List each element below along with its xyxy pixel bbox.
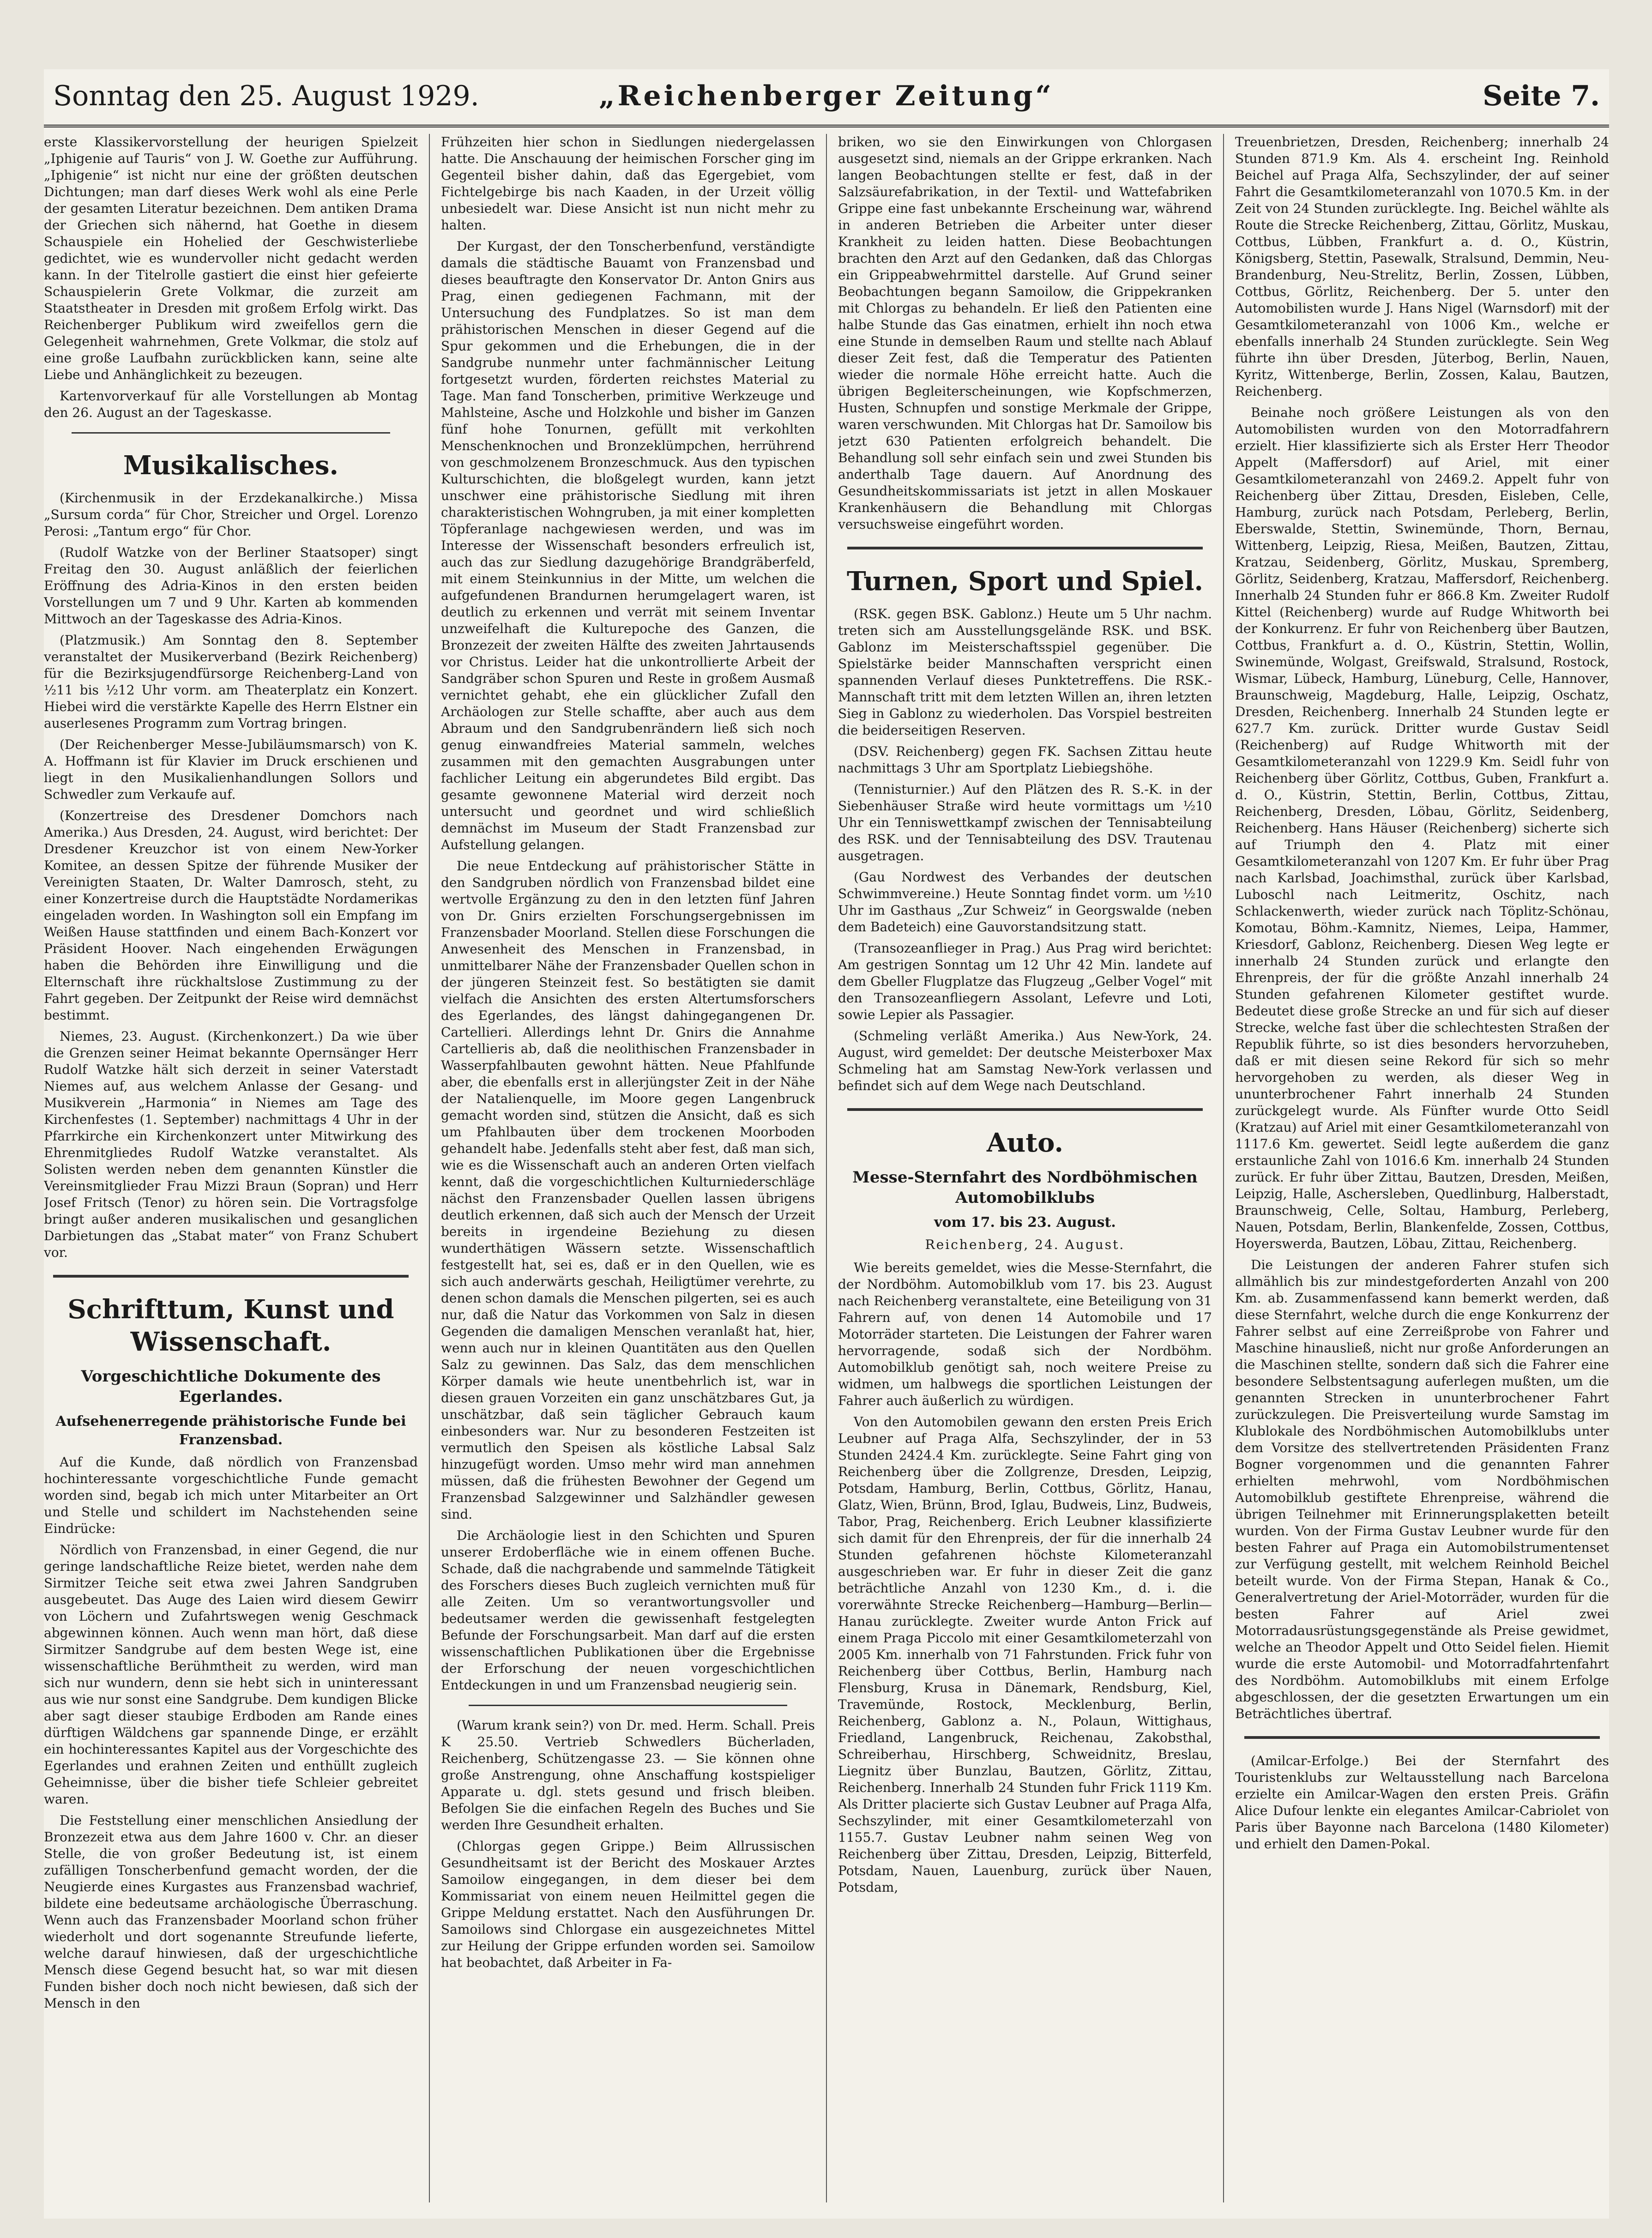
article-subheadline: vom 17. bis 23. August. <box>934 1214 1116 1231</box>
article-paragraph: Die Leistungen der anderen Fahrer stufen sich allmählich bis zur mindestgeforderten Anzahl von 200 Km. ab. Zusammenfassend kann bemerkt werden, daß diese Sternfahrt, welche durch die enge Konkurrenz der Fahrer selbst auf eine Zerreißprobe von Fahrer und Maschine hinausließ, nicht nur große Anforderungen an die Maschinen stellte, sondern daß sich die Fahrer eine besondere Selbstentsagung auferlegen mußten, um die genannten Strecken in ununterbrochener Fahrt zurückzulegen. Die Preisverteilung wurde Samstag im Klublokale des Nordböhmischen Automobilklubs unter dem Vorsitze des stellvertretenden Präsidenten Franz Bogner vorgenommen und die genannten Fahrer erhielten mehrwohl, vom Nordböhmischen Automobilklub gestiftete Ehrenpreise, während die übrigen Teilnehmer mit Erinnerungsplaketten beteilt wurden. Von der Firma Gustav Leubner wurde für den besten Fahrer auf Praga ein Automobilstrumentenset zur Verfügung gestellt, mit welchem Reinhold Beichel beteilt wurde. Von der Firma Stepan, Hanak & Co., Generalvertretung der Ariel-Motorräder, wurden für die besten Fahrer auf Ariel zwei Motorradausrüstungsgegenstände als Preise gewidmet, welche an Theodor Appelt und Otto Seidel fielen. Hiemit wurde die erste Automobil- und Motorradfahrtenfahrt des Nordböhm. Automobilklubs mit einem Erfolge abgeschlossen, der die gesetzten Erwartungen um ein Beträchtliches übertraf. <box>1235 1257 1609 1721</box>
sport-item: (Transozeanflieger in Prag.) Aus Prag wird berichtet: Am gestrigen Sonntag um 12 Uhr 42 Min. landete auf dem Gbeller Flugplatze das Flugzeug „Gelber Vogel“ mit den Transozeanfliegern Assolant, Lefevre und Loti, sowie Lepier als Passagier. <box>838 941 1212 1022</box>
music-item: (Kirchenmusik in der Erzdekanalkirche.) Missa „Sursum corda“ für Chor, Streicher und Orgel. Lorenzo Perosi: „Tantum ergo“ für Chor. <box>44 490 418 539</box>
article-headline: Vorgeschichtliche Dokumente des Egerlandes. <box>81 1367 381 1406</box>
section-divider <box>847 1108 1203 1111</box>
newspaper-page <box>44 69 1609 2219</box>
column-rule <box>429 134 430 2202</box>
column-3 <box>838 134 1212 2202</box>
article-paragraph: Frühzeiten hier schon in Siedlungen niedergelassen hatte. Die Anschauung der heimischen Forscher ging im Gegenteil bisher dahin, daß das Egergebiet, vom Fichtelgebirge bis nach Kaaden, in der Urzeit völlig unbesiedelt war. Diese Ansicht ist nun nicht mehr zu halten. <box>441 134 815 233</box>
column-2 <box>441 134 815 2202</box>
sport-item: (DSV. Reichenberg) gegen FK. Sachsen Zittau heute nachmittags 3 Uhr am Sportplatz Liebiegshöhe. <box>838 744 1212 776</box>
article-paragraph: erste Klassikervorstellung der heurigen Spielzeit „Iphigenie auf Tauris“ von J. W. Goethe zur Aufführung. „Iphigenie“ ist nicht nur eine der größten deutschen Dichtungen; man darf dieses Werk wohl als eine Perle der gesamten Literatur bezeichnen. Dem antiken Drama der Griechen sich nähernd, hat Goethe in diesem Schauspiele ein Hohelied der Geschwisterliebe gedichtet, wie es wundervoller nicht gedacht werden kann. In der Titelrolle gastiert die einst hier gefeierte Schauspielerin Grete Volkmar, die zurzeit am Staatstheater in Dresden mit großem Erfolg wirkt. Das Reichenberger Publikum wird zweifellos gern die Gelegenheit wahrnehmen, Grete Volkmar, die stolz auf eine große Laufbahn zurückblicken kann, seine alte Liebe und Anhänglichkeit zu bezeugen. <box>44 134 418 382</box>
sport-item: (Tennisturnier.) Auf den Plätzen des R. S.-K. in der Siebenhäuser Straße wird heute vormittags um ½10 Uhr ein Tenniswettkampf zwischen der Tennisabteilung des RSK. und der Tennisabteilung des DSV. Trautenau ausgetragen. <box>838 782 1212 863</box>
issue-date: Sonntag den 25. August 1929. <box>53 80 479 112</box>
book-notice: (Warum krank sein?) von Dr. med. Herm. Schall. Preis K 25.50. Vertrieb Schwedlers Bücherladen, Reichenberg, Schützengasse 23. — Sie können ohne große Anstrengung, ohne Anschaffung kostspieliger Apparate u. dgl. stets gesund und frisch bleiben. Befolgen Sie die einfachen Regeln des Buches und Sie werden Ihre Gesundheit erhalten. <box>441 1718 815 1833</box>
article-subheadline: Aufsehenerregende prähistorische Funde bei Franzensbad. <box>55 1413 406 1448</box>
news-item: (Chlorgas gegen Grippe.) Beim Allrussischen Gesundheitsamt ist der Bericht des Moskauer Arztes Samoilow eingegangen, in dem dieser bei dem Kommissariat von einem neuen Heilmittel gegen die Grippe Meldung erstattet. Nach den Ausführungen Dr. Samoilows sind Chlorgase ein ausgezeichnetes Mittel zur Heilung der Grippe erfunden worden sei. Samoilow hat beobachtet, daß Arbeiter in Fa- <box>441 1839 815 1970</box>
article-paragraph: Die Feststellung einer menschlichen Ansiedlung der Bronzezeit etwa aus dem Jahre 1600 v. Chr. an dieser Stelle, die von großer Bedeutung ist, ist einem zufälligen Tonscherbenfund gemacht worden, der die Neugierde eines Kurgastes aus Franzensbad wachrief, bildete eine bedeutsame archäologische Überraschung. Wenn auch das Franzensbader Moorland schon früher wiederholt und dort sogenannte Streufunde lieferte, welche darauf hinwiesen, daß der urgeschichtliche Mensch diese Gegend besucht hat, so war mit diesen Funden bisher doch noch nicht bewiesen, daß sich der Mensch in den <box>44 1813 418 2011</box>
article-paragraph: Auf die Kunde, daß nördlich von Franzensbad hochinteressante vorgeschichtliche Funde gemacht worden sind, begab ich mich unter Mitarbeiter an Ort und Stelle und schildert im Nachstehenden seine Eindrücke: <box>44 1454 418 1536</box>
column-1 <box>44 134 418 2202</box>
article-paragraph: Von den Automobilen gewann den ersten Preis Erich Leubner auf Praga Alfa, Sechszylinder, der in 53 Stunden 2424.4 Km. zurücklegte. Seine Fahrt ging von Reichenberg über die Zollgrenze, Dresden, Leipzig, Potsdam, Hamburg, Berlin, Cottbus, Görlitz, Hanau, Glatz, Wien, Brünn, Brod, Iglau, Budweis, Linz, Budweis, Tabor, Prag, Reichenberg. Erich Leubner klassifizierte sich damit für den Ehrenpreis, der für die innerhalb 24 Stunden gefahrenen höchste Kilometeranzahl ausgeschrieben war. Er fuhr in dieser Zeit die ganz beträchtliche Anzahl von 1230 Km., d. i. die vorerwähnte Strecke Reichenberg—Hamburg—Berlin—Hanau zurücklegte. Zweiter wurde Anton Frick auf einem Praga Piccolo mit einer Gesamtkilometerzahl von 2005 Km. innerhalb von 71 Fahrstunden. Frick fuhr von Reichenberg über Cottbus, Berlin, Hamburg nach Flensburg, Krusa in Dänemark, Rendsburg, Kiel, Travemünde, Rostock, Mecklenburg, Berlin, Reichenberg, Gablonz a. N., Polaun, Wittighaus, Friedland, Langenbruck, Reichenau, Zakobsthal, Schreiberhau, Hirschberg, Schweidnitz, Breslau, Liegnitz über Bunzlau, Bautzen, Görlitz, Zittau, Reichenberg. Innerhalb 24 Stunden fuhr Frick 1119 Km. Als Dritter placierte sich Gustav Leubner auf Praga Alfa, Sechszylinder, mit einer Gesamtkilometerzahl von 1155.7. Gustav Leubner nahm seinen Weg von Reichenberg über Zittau, Dresden, Leipzig, Bitterfeld, Potsdam, Nauen, Lauenburg, zurück über Nauen, Potsdam, <box>838 1414 1212 1895</box>
article-paragraph: Treuenbrietzen, Dresden, Reichenberg; innerhalb 24 Stunden 871.9 Km. Als 4. erscheint Ing. Reinhold Beichel auf Praga Alfa, Sechszylinder, der auf seiner Fahrt die Gesamtkilometeranzahl von 1070.5 Km. in der Zeit von 24 Stunden zurücklegte. Ing. Beichel wählte als Route die Strecke Reichenberg, Zittau, Görlitz, Muskau, Cottbus, Lübben, Frankfurt a. d. O., Küstrin, Königsberg, Stettin, Pasewalk, Stralsund, Demmin, Neu-Brandenburg, Neu-Strelitz, Berlin, Zossen, Lübben, Cottbus, Görlitz, Reichenberg. Der 5. unter den Automobilisten wurde J. Hans Nigel (Warnsdorf) mit der Gesamtkilometeranzahl von 1006 Km., welche er ebenfalls innerhalb 24 Stunden zurücklegte. Sein Weg führte ihn über Dresden, Jüterbog, Berlin, Nauen, Kyritz, Wittenberge, Berlin, Zossen, Kalau, Bautzen, Reichenberg. <box>1235 134 1609 399</box>
columns <box>44 134 1609 2212</box>
news-item: (Amilcar-Erfolge.) Bei der Sternfahrt des Touristenklubs zur Weltausstellung nach Barcelona erzielte ein Amilcar-Wagen den ersten Preis. Gräfin Alice Dufour lenkte ein elegantes Amilcar-Cabriolet von Paris über Bayonne nach Barcelona (1480 Kilometer) und erhielt den Damen-Pokal. <box>1235 1753 1609 1852</box>
music-item: Niemes, 23. August. (Kirchenkonzert.) Da wie über die Grenzen seiner Heimat bekannte Opernsänger Herr Rudolf Watzke hält sich derzeit in seiner Vaterstadt Niemes auf, aus welchem Anlasse der Gesang- und Musikverein „Harmonia“ in Niemes am Tage des Kirchenfestes (1. September) nachmittags 4 Uhr in der Pfarrkirche ein Kirchenkonzert unter Mitwirkung des Ehrenmitgliedes Rudolf Watzke veranstaltet. Als Solisten werden neben dem genannten Künstler die Vereinsmitglieder Frau Mizzi Braun (Sopran) und Herr Josef Fritsch (Tenor) zu hören sein. Die Vortragsfolge bringt außer anderen musikalischen und gesanglichen Darbietungen das „Stabat mater“ von Franz Schubert vor. <box>44 1029 418 1260</box>
section-heading-literature: Schrifttum, Kunst und Wissenschaft. <box>67 1294 394 1357</box>
article-paragraph: Die neue Entdeckung auf prähistorischer Stätte in den Sandgruben nördlich von Franzensbad bildet eine wertvolle Ergänzung zu den in den letzten fünf Jahren von Dr. Gnirs erzielten Forschungsergebnissen im Franzensbader Moorland. Stellen diese Forschungen die Anwesenheit des Menschen in Franzensbad, in unmittelbarer Nähe der Franzensbader Quellen schon in der jüngeren Steinzeit fest. So bestätigten sie damit vielfach die Ansichten des ersten Altertumsforschers des Egerlandes, des längst dahingegangenen Dr. Cartellieri. Allerdings lehnt Dr. Gnirs die Annahme Cartellieris ab, daß die neolithischen Franzensbader in Wasserpfahlbauten gewohnt hätten. Neue Pfahlfunde aber, die ebenfalls erst in allerjüngster Zeit in der Nähe der Natalienquelle, im Moore gegen Langenbruck gemacht worden sind, stützen die Ansicht, daß es sich um Pfahlbauten über dem trockenen Moorboden gehandelt habe. Jedenfalls steht aber fest, daß man sich, wie es die Wissenschaft auch an anderen Orten vielfach kennt, daß die vorgeschichtlichen Kulturniederschläge nächst den Franzensbader Quellen lassen übrigens deutlich erkennen, daß sich auch der Mensch der Urzeit bereits in irgendeine Beziehung zu diesen wunderthätigen Wässern setzte. Wissenschaftlich festgestellt hat, sei es, daß er in den Quellen, wie es sich auch anderwärts geschah, Heiligtümer verehrte, zu denen schon damals die Menschen pilgerten, sei es auch nur, daß die Natur das Vorkommen von Salz in diesen Gegenden die damaligen Menschen veranlaßt hat, hier, wenn auch nur in kleinen Quantitäten aus den Quellen Salz zu gewinnen. Das Salz, das dem menschlichen Körper damals wie heute unentbehrlich ist, war in diesen grauen Vorzeiten ein ganz unschätzbares Gut, ja unschätzbar, daß sein täglicher Gebrauch kaum einbesonders war. Nur zu besonderen Festzeiten ist vermutlich den Speisen als köstliche Labsal Salz hinzugefügt worden. Umso mehr wird man annehmen müssen, daß die frühesten Bewohner der Gegend um Franzensbad Salzgewinner und Salzhändler gewesen sind. <box>441 858 815 1522</box>
column-rule <box>826 134 827 2202</box>
article-paragraph: Nördlich von Franzensbad, in einer Gegend, die nur geringe landschaftliche Reize bietet, werden nahe dem Sirmitzer Teiche seit etwa zwei Jahren Sandgruben ausgebeutet. Das Auge des Laien wird diesem Gewirr von Löchern und Zufahrtswegen wenig Geschmack abgewinnen können. Auch wenn man hört, daß diese Sirmitzer Sandgrube auf dem besten Wege ist, eine wissenschaftliche Berühmtheit zu werden, wird man sich nur wundern, denn sie hebt sich in uninteressant aus wie nur sonst eine Sandgrube. Dem kundigen Blicke aber sagt dieser staubige Erdboden am Rande eines dürftigen Wäldchens gar spannende Dinge, er erzählt ein hochinteressantes Kapitel aus der Vorgeschichte des Egerlandes und erahnen Zeiten und enthüllt zugleich Geheimnisse, über die bisher tiefe Schleier gebreitet waren. <box>44 1542 418 1807</box>
newspaper-title: „Reichenberger Zeitung“ <box>599 80 1054 112</box>
section-heading-auto: Auto. <box>987 1128 1063 1158</box>
music-item: (Rudolf Watzke von der Berliner Staatsoper) singt Freitag den 30. August anläßlich der feierlichen Eröffnung des Adria-Kinos in den ersten beiden Vorstellungen um 7 und 9 Uhr. Karten ab kommenden Mittwoch an der Tageskasse des Adria-Kinos. <box>44 545 418 627</box>
sport-item: (Schmeling verläßt Amerika.) Aus New-York, 24. August, wird gemeldet: Der deutsche Meisterboxer Max Schmeling hat am Samstag New-York verlassen und befindet sich auf dem Wege nach Deutschland. <box>838 1028 1212 1093</box>
section-heading-music: Musikalisches. <box>123 450 339 481</box>
section-divider <box>847 547 1203 549</box>
dateline: Reichenberg, 24. August. <box>925 1237 1125 1252</box>
music-item: (Konzertreise des Dresdener Domchors nach Amerika.) Aus Dresden, 24. August, wird berichtet: Der Dresdener Kreuzchor ist von einem New-Yorker Komitee, an dessen Spitze der führende Musiker der Vereinigten Staaten, Dr. Walter Damrosch, steht, zu einer Konzertreise durch die Hauptstädte Nordamerikas eingeladen worden. In Washington soll ein Empfang im Weißen Hause stattfinden und einem Bach-Konzert vor Präsident Hoover. Nach eingehenden Erwägungen haben die Behörden ihre Einwilligung und die Elternschaft ihre rückhaltslose Zustimmung zu der Fahrt gegeben. Der Zeitpunkt der Reise wird demnächst bestimmt. <box>44 808 418 1023</box>
article-paragraph: Die Archäologie liest in den Schichten und Spuren unserer Erdoberfläche wie in einem offenen Buche. Schade, daß die nachgrabende und sammelnde Tätigkeit des Forschers dieses Buch zugleich vernichten muß für alle Zeiten. Um so verantwortungsvoller und bedeutsamer werden die gewissenhaft festgelegten Befunde der Forschungsarbeit. Man darf auf die ersten wissenschaftlichen Publikationen über die Ergebnisse der Erforschung der neuen vorgeschichtlichen Entdeckungen in und um Franzensbad neugierig sein. <box>441 1528 815 1693</box>
section-divider <box>1244 1736 1600 1739</box>
section-divider <box>469 1705 787 1706</box>
article-paragraph: Wie bereits gemeldet, wies die Messe-Sternfahrt, die der Nordböhm. Automobilklub vom 17. bis 23. August nach Reichenberg veranstaltete, eine Beteiligung von 31 Fahrern auf, von denen 14 Automobile und 17 Motorräder starteten. Die Leistungen der Fahrer waren hervorragende, sodaß sich der Nordböhm. Automobilklub genötigt sah, noch weitere Preise zu widmen, um halbwegs die sportlichen Leistungen der Fahrer auch äußerlich zu würdigen. <box>838 1260 1212 1408</box>
section-divider <box>53 1275 409 1278</box>
article-paragraph: Beinahe noch größere Leistungen als von den Automobilisten wurden von den Motorradfahrern erzielt. Hier klassifizierte sich als Erster Herr Theodor Appelt (Maffersdorf) auf Ariel, mit einer Gesamtkilometeranzahl von 2469.2. Appelt fuhr von Reichenberg über Zittau, Dresden, Eisleben, Celle, Hamburg, zurück nach Potsdam, Perleberg, Berlin, Eberswalde, Stettin, Swinemünde, Thorn, Bernau, Wittenberg, Leipzig, Riesa, Meißen, Bautzen, Zittau, Kratzau, Seidenberg, Görlitz, Muskau, Spremberg, Görlitz, Seidenberg, Kratzau, Maffersdorf, Reichenberg. Innerhalb 24 Stunden fuhr er 866.8 Km. Zweiter Rudolf Kittel (Reichenberg) wurde auf Rudge Whitworth bei der Konkurrenz. Er fuhr von Reichenberg über Bautzen, Cottbus, Frankfurt a. d. O., Küstrin, Stettin, Wollin, Swinemünde, Wolgast, Greifswald, Stralsund, Rostock, Wismar, Lübeck, Hamburg, Lüneburg, Celle, Hannover, Braunschweig, Magdeburg, Halle, Leipzig, Oschatz, Dresden, Reichenberg. Innerhalb 24 Stunden legte er 627.7 Km. zurück. Dritter wurde Gustav Seidl (Reichenberg) auf Rudge Whitworth mit der Gesamtkilometeranzahl von 1229.9 Km. Seidl fuhr von Reichenberg über Görlitz, Cottbus, Guben, Frankfurt a. d. O., Küstrin, Stettin, Berlin, Cottbus, Zittau, Reichenberg, Dresden, Löbau, Görlitz, Seidenberg, Reichenberg. Hans Häuser (Reichenberg) sicherte sich auf Triumph den 4. Platz mit einer Gesamtkilometeranzahl von 1207 Km. Er fuhr über Prag nach Karlsbad, Joachimsthal, zurück über Karlsbad, Luboschl nach Leitmeritz, Oschitz, nach Schlackenwerth, wieder zurück nach Töplitz-Schönau, Komotau, Böhm.-Kamnitz, Niemes, Leipa, Hammer, Kriesdorf, Gablonz, Reichenberg. Diesen Weg legte er innerhalb 24 Stunden zurück und erlangte den Ehrenpreis, der für die größte Anzahl innerhalb 24 Stunden gefahrenen Kilometer gestiftet wurde. Bedeutet diese große Strecke an und für sich auf dieser Strecke, welche fast über die schlechtesten Straßen der Republik führte, so ist dies besonders hervorzuheben, daß er mit diesen seine Rekord für sich so mehr hervorgehoben zu werden, als dieser Weg in ununterbrochener Fahrt innerhalb 24 Stunden zurückgelegt wurde. Als Fünfter wurde Otto Seidl (Kratzau) auf Ariel mit einer Gesamtkilometeranzahl von 1117.6 Km. gewertet. Seidl legte außerdem die ganz erstaunliche Zahl von 1016.6 Km. innerhalb 24 Stunden zurück. Er fuhr über Zittau, Bautzen, Dresden, Meißen, Leipzig, Halle, Aschersleben, Quedlinburg, Halberstadt, Braunschweig, Celle, Soltau, Hamburg, Perleberg, Nauen, Potsdam, Berlin, Blankenfelde, Zossen, Cottbus, Hoyerswerda, Bautzen, Löbau, Zittau, Reichenberg. <box>1235 405 1609 1251</box>
article-headline: Messe-Sternfahrt des Nordböhmischen Automobilklubs <box>852 1168 1198 1207</box>
column-rule <box>1223 134 1224 2202</box>
column-4 <box>1235 134 1609 2202</box>
sport-item: (RSK. gegen BSK. Gablonz.) Heute um 5 Uhr nachm. treten sich am Ausstellungsgelände RSK. und BSK. Gablonz im Meisterschaftsspiel gegenüber. Die Spielstärke beider Mannschaften verspricht einen spannenden Verlauf dieses Punktetreffens. Die RSK.-Mannschaft tritt mit dem letzten Willen an, ihren letzten Sieg in Gablonz zu wiederholen. Das Vorspiel bestreiten die beiderseitigen Reserven. <box>838 606 1212 738</box>
section-heading-sport: Turnen, Sport und Spiel. <box>847 566 1203 597</box>
sport-item: (Gau Nordwest des Verbandes der deutschen Schwimmvereine.) Heute Sonntag findet vorm. um ½10 Uhr im Gasthaus „Zur Schweiz“ in Georgswalde (neben dem Badeteich) eine Gauvorstandsitzung statt. <box>838 869 1212 935</box>
article-paragraph: Kartenvorverkauf für alle Vorstellungen ab Montag den 26. August an der Tageskasse. <box>44 388 418 420</box>
article-paragraph: Der Kurgast, der den Tonscherbenfund, verständigte damals die städtische Bauamt von Franzensbad und dieses beauftragte den Konservator Dr. Anton Gnirs aus Prag, einen gediegenen Fachmann, mit der Untersuchung des Fundplatzes. So ist man dem prähistorischen Menschen in dieser Gegend auf die Spur gekommen und die Erhebungen, die in der Sandgrube nunmehr unter fachmännischer Leitung fortgesetzt wurden, förderten reichstes Material zu Tage. Man fand Tonscherben, primitive Werkzeuge und Mahlsteine, Asche und Holzkohle und bisher im Ganzen fünf hohe Tonurnen, gefüllt mit verkohlten Menschenknochen und Bronzeklümpchen, herrührend von geschmolzenem Bronzeschmuck. Aus den typischen Kulturschichten, die bloßgelegt wurden, kann jetzt unschwer eine prähistorische Siedlung mit ihren charakteristischen Wohngruben, ja mit einer kompletten Töpferanlage nachgewiesen werden, und was im Interesse der Wissenschaft besonders erfreulich ist, auch das zur Siedlung dazugehörige Brandgräberfeld, mit einem Steinkunnius in der Mitte, um welchen die aufgefundenen Brandurnen herumgelagert waren, ist deutlich zu erkennen und verrät mit seinem Inventar unzweifelhaft die Kulturepoche des Ganzen, die Bronzezeit der zweiten Hälfte des zweiten Jahrtausends vor Christus. Leider hat die unkontrollierte Arbeit der Sandgräber schon Spuren und Reste in großem Ausmaß vernichtet gehabt, ehe ein glücklicher Zufall den Archäologen zur Stelle schaffte, aber auch aus dem Abraum und den Sandgrubenrändern ließ sich noch genug einwandfreies Material sammeln, welches zusammen mit den gemachten Ausgrabungen unter fachlicher Leitung ein abgerundetes Bild ergibt. Das gesamte gewonnene Material wird derzeit noch untersucht und geordnet und wird schließlich demnächst im Museum der Stadt Franzensbad zur Aufstellung gelangen. <box>441 239 815 852</box>
music-item: (Platzmusik.) Am Sonntag den 8. September veranstaltet der Musikerverband (Bezirk Reichenberg) für die Bezirksjugendfürsorge Reichenberg-Land von ½11 bis ½12 Uhr vorm. am Theaterplatz ein Konzert. Hiebei wird die verstärkte Kapelle des Herrn Elstner ein auserlesenes Programm zum Vortrag bringen. <box>44 633 418 731</box>
section-divider <box>72 432 390 434</box>
music-item: (Der Reichenberger Messe-Jubiläumsmarsch) von K. A. Hoffmann ist für Klavier im Druck erschienen und liegt in den Musikalienhandlungen Sollors und Schwedler zum Verkaufe auf. <box>44 737 418 802</box>
article-paragraph: briken, wo sie den Einwirkungen von Chlorgasen ausgesetzt sind, niemals an der Grippe erkranken. Nach langen Beobachtungen stellte er fest, daß in der Salzsäurefabrikation, in der Textil- und Wattefabriken Grippe eine fast unbekannte Erscheinung war, während in anderen Betrieben die Arbeiter unter dieser Krankheit zu leiden hatten. Diese Beobachtungen brachten den Arzt auf den Gedanken, daß das Chlorgas ein Grippeabwehrmittel darstelle. Auf Grund seiner Beobachtungen begann Samoilow, die Grippekranken mit Chlorgas zu behandeln. Er ließ den Patienten eine halbe Stunde das Gas einatmen, erhielt ihn noch etwa eine Stunde in demselben Raum und stellte nach Ablauf dieser Zeit fest, daß die Temperatur des Patienten wieder die normale Höhe erreicht hatte. Auch die übrigen Begleiterscheinungen, wie Kopfschmerzen, Husten, Schnupfen und sonstige Merkmale der Grippe, waren verschwunden. Mit Chlorgas hat Dr. Samoilow bis jetzt 630 Patienten erfolgreich behandelt. Die Behandlung soll sehr einfach sein und zwei Stunden bis anderthalb Tage dauern. Auf Anordnung des Gesundheitskommissariats ist jetzt in allen Moskauer Krankenhäusern die Behandlung mit Chlorgas versuchsweise eingeführt worden. <box>838 134 1212 532</box>
masthead <box>44 69 1609 127</box>
page-number: Seite 7. <box>1483 80 1600 112</box>
